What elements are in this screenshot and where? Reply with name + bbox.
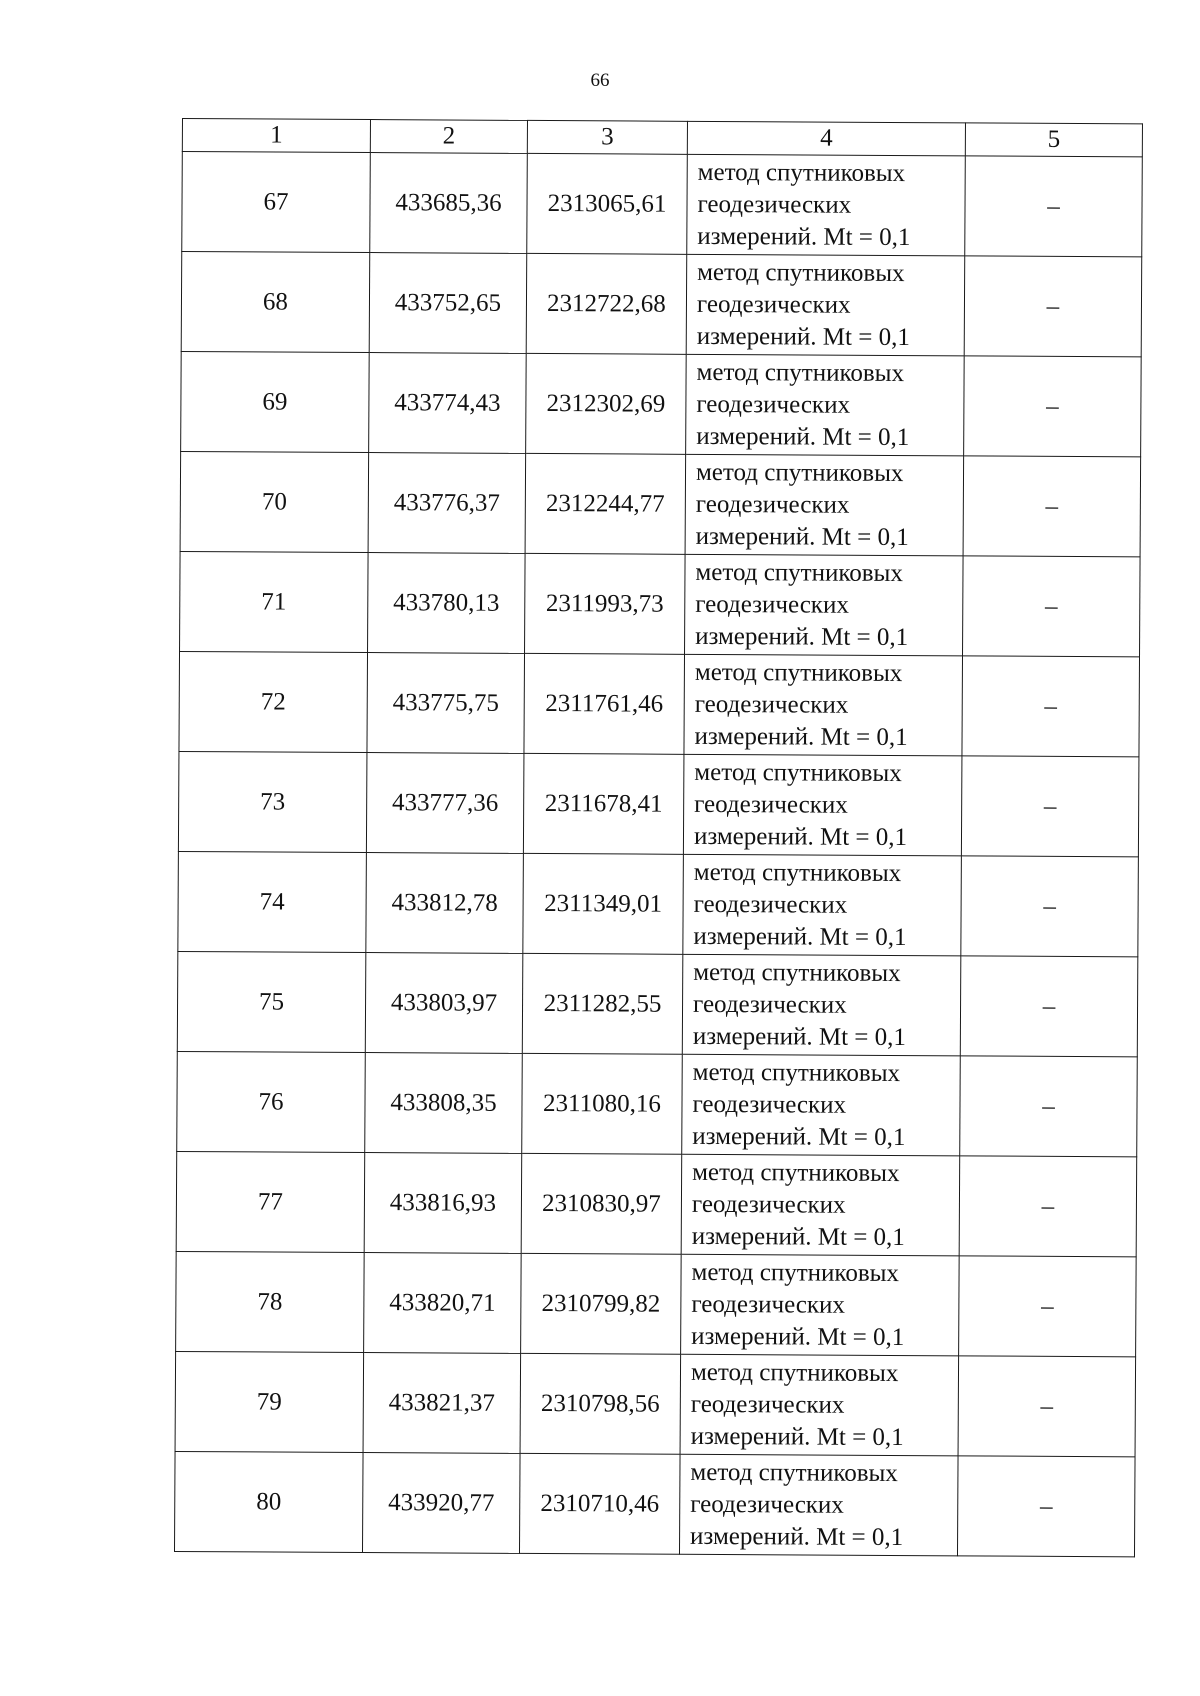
method-line: метод спутниковых	[691, 1258, 900, 1287]
y-coordinate-cell: 2311080,16	[522, 1053, 683, 1154]
column-header-1: 1	[182, 119, 370, 153]
method-cell	[687, 154, 966, 256]
method-line: измерений. Mt = 0,1	[697, 222, 911, 251]
method-line: геодезических	[693, 890, 848, 919]
table-row	[180, 451, 1141, 556]
x-coordinate-cell: 433685,36	[370, 153, 528, 254]
table-row	[178, 851, 1139, 956]
x-coordinate-cell: 433920,77	[362, 1453, 520, 1554]
method-line: измерений. Mt = 0,1	[696, 322, 910, 351]
column-header-2: 2	[370, 120, 527, 154]
note-cell: –	[964, 256, 1142, 357]
note-cell: –	[957, 1456, 1135, 1557]
method-line: геодезических	[690, 1390, 845, 1419]
method-cell	[686, 354, 965, 456]
method-cell	[683, 754, 962, 856]
method-cell	[682, 954, 961, 1056]
method-line: геодезических	[696, 390, 851, 419]
table-row	[176, 1251, 1137, 1356]
x-coordinate-cell: 433803,97	[365, 953, 523, 1054]
method-cell	[680, 1354, 959, 1456]
point-number-cell: 77	[176, 1151, 365, 1252]
method-line: метод спутниковых	[695, 458, 904, 487]
y-coordinate-cell: 2313065,61	[527, 153, 688, 254]
table-row	[181, 252, 1142, 357]
method-cell	[681, 1154, 960, 1256]
x-coordinate-cell: 433812,78	[366, 853, 524, 954]
method-line: геодезических	[691, 1190, 846, 1219]
method-line: измерений. Mt = 0,1	[696, 422, 910, 451]
point-number-cell: 78	[176, 1251, 365, 1352]
table-body	[174, 152, 1142, 1557]
y-coordinate-cell: 2311993,73	[525, 553, 686, 654]
x-coordinate-cell: 433777,36	[366, 753, 524, 854]
x-coordinate-cell: 433821,37	[363, 1353, 521, 1454]
x-coordinate-cell: 433780,13	[368, 553, 526, 654]
method-line: геодезических	[695, 490, 850, 519]
method-line: метод спутниковых	[694, 758, 902, 787]
y-coordinate-cell: 2311282,55	[522, 953, 683, 1054]
method-line: метод спутниковых	[693, 858, 902, 887]
note-cell: –	[962, 656, 1140, 757]
table-row	[174, 1451, 1135, 1556]
x-coordinate-cell: 433774,43	[369, 353, 527, 454]
x-coordinate-cell: 433775,75	[367, 653, 525, 754]
y-coordinate-cell: 2311678,41	[523, 753, 684, 854]
method-line: геодезических	[692, 990, 847, 1019]
table-row	[180, 551, 1141, 656]
y-coordinate-cell: 2310798,56	[520, 1353, 681, 1454]
method-cell	[685, 554, 964, 656]
table-row	[177, 1051, 1138, 1156]
method-line: измерений. Mt = 0,1	[692, 1122, 906, 1151]
x-coordinate-cell: 433820,71	[364, 1253, 522, 1354]
table-row	[182, 152, 1143, 257]
method-line: измерений. Mt = 0,1	[693, 822, 908, 851]
point-number-cell: 69	[181, 351, 370, 452]
note-cell: –	[958, 1356, 1136, 1457]
method-line: метод спутниковых	[696, 358, 905, 387]
column-header-5: 5	[965, 123, 1142, 157]
note-cell: –	[961, 856, 1139, 957]
method-line: измерений. Mt = 0,1	[691, 1322, 905, 1351]
y-coordinate-cell: 2312244,77	[525, 453, 686, 554]
method-line: измерений. Mt = 0,1	[690, 1422, 904, 1451]
note-cell: –	[961, 756, 1139, 857]
note-cell: –	[959, 1156, 1137, 1257]
table-row	[176, 1151, 1137, 1256]
method-line: геодезических	[696, 290, 851, 319]
coordinates-table	[174, 118, 1143, 1557]
point-number-cell: 74	[178, 851, 367, 952]
method-line: измерений. Mt = 0,1	[691, 1222, 905, 1251]
y-coordinate-cell: 2310710,46	[519, 1453, 680, 1554]
table-row	[177, 951, 1138, 1056]
method-line: метод спутниковых	[693, 958, 901, 987]
method-line: метод спутниковых	[690, 1358, 899, 1387]
point-number-cell: 79	[175, 1351, 364, 1452]
point-number-cell: 76	[177, 1051, 366, 1152]
page-number: 66	[590, 70, 610, 91]
method-line: геодезических	[695, 590, 849, 619]
point-number-cell: 71	[180, 551, 369, 652]
point-number-cell: 73	[178, 751, 367, 852]
point-number-cell: 80	[174, 1451, 363, 1552]
point-number-cell: 67	[182, 152, 371, 253]
note-cell: –	[963, 456, 1141, 557]
method-line: метод спутниковых	[697, 158, 906, 187]
method-cell	[685, 454, 964, 556]
method-line: геодезических	[692, 1090, 847, 1119]
method-line: измерений. Mt = 0,1	[695, 622, 909, 651]
note-cell: –	[960, 1056, 1138, 1157]
method-line: метод спутниковых	[697, 258, 905, 287]
table-header	[182, 119, 1142, 157]
note-cell: –	[960, 956, 1138, 1057]
y-coordinate-cell: 2310830,97	[521, 1153, 682, 1254]
point-number-cell: 68	[181, 252, 370, 353]
method-line: геодезических	[694, 790, 848, 819]
column-header-3: 3	[527, 120, 687, 154]
column-header-4: 4	[687, 121, 965, 156]
method-line: измерений. Mt = 0,1	[695, 522, 909, 551]
method-line: метод спутниковых	[692, 1058, 901, 1087]
header-row	[182, 119, 1142, 157]
method-cell	[684, 654, 963, 756]
method-line: измерений. Mt = 0,1	[693, 922, 907, 951]
y-coordinate-cell: 2310799,82	[521, 1253, 682, 1354]
table-row	[181, 351, 1142, 456]
note-cell: –	[959, 1256, 1137, 1357]
point-number-cell: 75	[177, 951, 366, 1052]
x-coordinate-cell: 433776,37	[368, 453, 526, 554]
method-line: измерений. Mt = 0,1	[694, 722, 908, 751]
method-line: метод спутниковых	[695, 558, 903, 587]
x-coordinate-cell: 433752,65	[369, 253, 527, 354]
point-number-cell: 70	[180, 451, 369, 552]
method-line: измерений. Mt = 0,1	[692, 1022, 907, 1051]
table-row	[175, 1351, 1136, 1456]
x-coordinate-cell: 433816,93	[364, 1153, 522, 1254]
note-cell: –	[964, 356, 1142, 457]
method-cell	[681, 1254, 960, 1356]
y-coordinate-cell: 2311761,46	[524, 653, 685, 754]
table-row	[179, 651, 1140, 756]
method-line: метод спутниковых	[692, 1158, 900, 1187]
method-line: измерений. Mt = 0,1	[690, 1522, 904, 1551]
method-line: геодезических	[697, 190, 852, 219]
y-coordinate-cell: 2312722,68	[526, 253, 687, 354]
method-cell	[679, 1454, 958, 1556]
table-row	[178, 751, 1139, 856]
method-line: метод спутниковых	[690, 1458, 898, 1487]
note-cell: –	[963, 556, 1141, 657]
y-coordinate-cell: 2312302,69	[526, 353, 687, 454]
y-coordinate-cell: 2311349,01	[523, 853, 684, 954]
method-cell	[683, 854, 962, 956]
method-line: геодезических	[690, 1490, 844, 1519]
method-cell	[686, 254, 965, 356]
method-cell	[682, 1054, 961, 1156]
method-line: геодезических	[694, 690, 849, 719]
point-number-cell: 72	[179, 651, 368, 752]
x-coordinate-cell: 433808,35	[365, 1053, 523, 1154]
method-line: геодезических	[691, 1290, 846, 1319]
method-line: метод спутниковых	[694, 658, 903, 687]
note-cell: –	[965, 156, 1143, 257]
